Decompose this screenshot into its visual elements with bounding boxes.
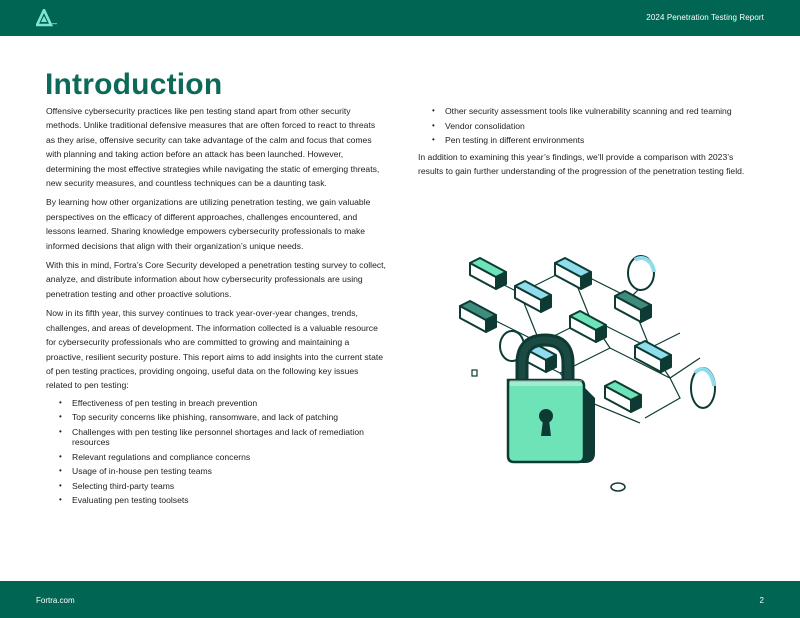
- list-item: • Challenges with pen testing like personnel shortages and lack of remediation resources: [46, 427, 386, 447]
- list-item: • Top security concerns like phishing, ransomware, and lack of patching: [46, 412, 386, 422]
- list-item: • Selecting third-party teams: [46, 481, 386, 491]
- list-item: • Relevant regulations and compliance concerns: [46, 452, 386, 462]
- list-item: • Pen testing in different environments: [418, 135, 758, 145]
- perspectives-paragraph: By learning how other organizations are utilizing penetration testing, we gain valuable perspectives on the efficacy of different approaches, challenges encountered, and lessons learned. Sharing knowledge empowers cybersecurity professionals to make informed decisions that align with their organization’s unique needs.: [46, 197, 371, 251]
- survey-paragraph: With this in mind, Fortra’s Core Security developed a penetration testing survey to collect, analyze, and distribute information about how cybersecurity professionals are using penetration testing and other proactive solutions.: [46, 260, 386, 299]
- list-item: • Vendor consolidation: [418, 121, 758, 131]
- fortra-logo-icon: [36, 9, 58, 27]
- intro-paragraph: Offensive cybersecurity practices like pen testing stand apart from other security methods. Unlike traditional defensive measures that are often forced to react to threats as they arise, offensive security can take advantage of the calm and focus that comes with planning and taking action before an attack has been launched. However, determining the most effective strategies while navigating the static of emerging threats, new security measures, and countless techniques can be a daunting task.: [46, 106, 380, 189]
- page-title: Introduction: [45, 68, 223, 101]
- comparison-paragraph: In addition to examining this year’s findings, we’ll provide a comparison with 2023’s results to gain further understanding of the progression of the penetration testing field.: [418, 151, 745, 177]
- header-bar: [0, 0, 800, 36]
- report-title: 2024 Penetration Testing Report: [646, 13, 764, 22]
- more-issues-list: [418, 106, 758, 145]
- list-item: • Evaluating pen testing toolsets: [46, 495, 386, 505]
- page-number: 2: [759, 596, 764, 605]
- footer-bar: [0, 581, 800, 618]
- list-item: • Usage of in-house pen testing teams: [46, 466, 386, 476]
- footer-site-link[interactable]: Fortra.com: [36, 596, 75, 605]
- right-column: [418, 104, 758, 184]
- list-item: • Effectiveness of pen testing in breach prevention: [46, 398, 386, 408]
- key-issues-list: [46, 398, 386, 506]
- list-item: • Other security assessment tools like vulnerability scanning and red teaming: [418, 106, 758, 116]
- fifth-year-paragraph: Now in its fifth year, this survey continues to track year-over-year changes, trends, challenges, and areas of development. The information collected is a valuable resource for cybersecurity professionals who are committed to growing and maintaining a proactive, resilient security posture. This report aims to add insights into the current state of pen testing practices, providing ongoing, useful data on the following key issues related to pen testing:: [46, 308, 384, 391]
- left-column: [46, 104, 386, 510]
- padlock-network-icon: [450, 248, 730, 498]
